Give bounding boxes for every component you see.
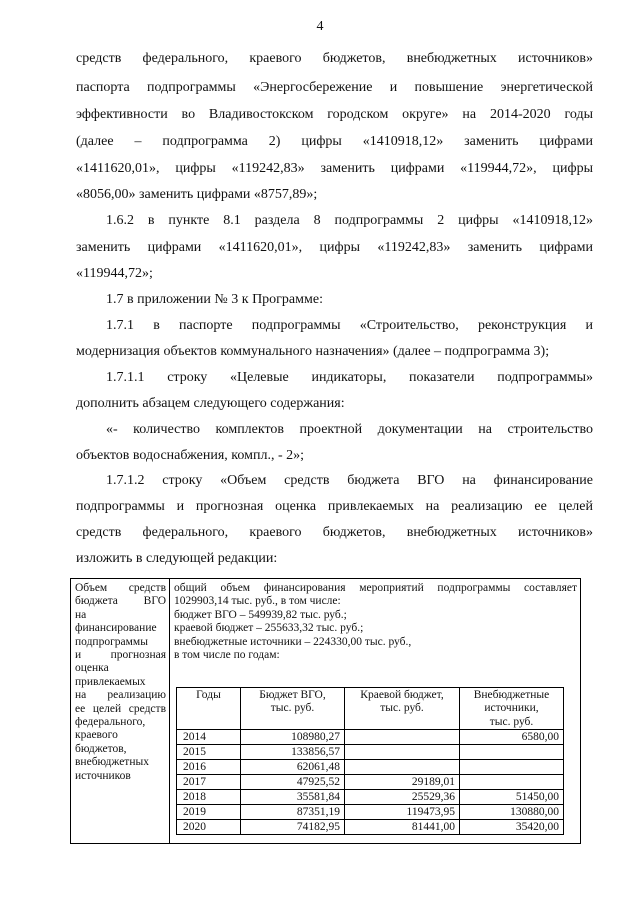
left-cell-label xyxy=(75,582,166,783)
table-row xyxy=(177,820,564,835)
cell-vgo: 108980,27 xyxy=(241,730,345,745)
left-cell-line: федерального, xyxy=(75,716,146,729)
cell-year: 2015 xyxy=(177,745,241,760)
table-header-row xyxy=(177,688,564,730)
left-cell-line: привлекаемых xyxy=(75,675,146,688)
left-cell-line: подпрограммы xyxy=(75,635,148,648)
cell-year: 2014 xyxy=(177,730,241,745)
cell-extrabudgetary: 6580,00 xyxy=(460,730,564,745)
cell-year: 2017 xyxy=(177,775,241,790)
left-cell-line: ее целей средств xyxy=(75,702,166,715)
left-cell-line: внебюджетных xyxy=(75,756,149,769)
left-cell-line: краевого xyxy=(75,729,118,742)
cell-year: 2018 xyxy=(177,790,241,805)
table-row xyxy=(177,775,564,790)
passport-table xyxy=(70,578,581,844)
para7-line: подпрограммы и прогнозная оценка привлекаемых на реализацию ее целей xyxy=(76,499,593,514)
left-cell-line: на xyxy=(75,608,87,621)
header-text: Бюджет ВГО, xyxy=(259,689,326,701)
table-row xyxy=(177,745,564,760)
cell-vgo: 87351,19 xyxy=(241,805,345,820)
left-cell-line: Объем средств xyxy=(75,582,166,594)
cell-extrabudgetary xyxy=(460,775,564,790)
cell-extrabudgetary: 51450,00 xyxy=(460,790,564,805)
cell-vgo: 74182,95 xyxy=(241,820,345,835)
cell-regional xyxy=(345,730,460,745)
para4-last-line: модернизация объектов коммунального назначения» (далее – подпрограмма 3); xyxy=(76,344,550,359)
page-number: 4 xyxy=(316,19,324,34)
cell-extrabudgetary xyxy=(460,745,564,760)
para3-line: 1.7 в приложении № 3 к Программе: xyxy=(106,292,323,307)
para2-line: заменить цифрами «1411620,01», цифры «119242,83» заменить цифрами xyxy=(76,240,593,255)
header-extrabudgetary xyxy=(460,688,564,730)
cell-regional: 25529,36 xyxy=(345,790,460,805)
cell-regional: 119473,95 xyxy=(345,805,460,820)
para7-last-line: изложить в следующей редакции: xyxy=(76,551,278,566)
header-text: тыс. руб. xyxy=(489,715,534,728)
header-text: источники, xyxy=(484,702,539,715)
funding-by-year-table xyxy=(176,687,564,835)
right-cell-line: общий объем финансирования мероприятий подпрограммы составляет xyxy=(174,582,577,594)
para7-line: средств федерального, краевого бюджетов, внебюджетных источников» xyxy=(76,525,593,540)
para6-line: «- количество комплектов проектной документации на строительство xyxy=(106,422,593,437)
para1-line: эффективности во Владивостокском городском округе» на 2014-2020 годы xyxy=(76,107,593,122)
para1-line: «1411620,01», цифры «119242,83» заменить цифрами «119944,72», цифры xyxy=(76,161,593,176)
header-text: Годы xyxy=(196,689,221,701)
cell-year: 2016 xyxy=(177,760,241,775)
para2-last-line: «119944,72»; xyxy=(76,266,153,281)
right-cell-summary xyxy=(174,582,577,662)
right-cell-line: 1029903,14 тыс. руб., в том числе: xyxy=(174,595,341,608)
para1-line: (далее – подпрограмма 2) цифры «1410918,12» заменить цифрами xyxy=(76,134,593,149)
para2-line: 1.6.2 в пункте 8.1 раздела 8 подпрограммы 2 цифры «1410918,12» xyxy=(106,213,593,228)
cell-year: 2019 xyxy=(177,805,241,820)
table-row xyxy=(177,790,564,805)
header-text: тыс. руб. xyxy=(380,702,424,715)
cell-regional: 29189,01 xyxy=(345,775,460,790)
header-vgo-budget xyxy=(241,688,345,730)
cell-vgo: 35581,84 xyxy=(241,790,345,805)
para1-line: паспорта подпрограммы «Энергосбережение и повышение энергетической xyxy=(76,80,593,95)
cell-vgo: 62061,48 xyxy=(241,760,345,775)
cell-extrabudgetary xyxy=(460,760,564,775)
para5-line: 1.7.1.1 строку «Целевые индикаторы, показатели подпрограммы» xyxy=(106,370,593,385)
right-cell-line: краевой бюджет – 255633,32 тыс. руб.; xyxy=(174,622,364,635)
header-years xyxy=(177,688,241,730)
cell-year: 2020 xyxy=(177,820,241,835)
table-row xyxy=(177,805,564,820)
left-cell-line: на реализацию xyxy=(75,689,166,702)
left-cell-line: и прогнозная xyxy=(75,649,166,662)
header-regional-budget xyxy=(345,688,460,730)
right-cell-line: внебюджетные источники – 224330,00 тыс. руб., xyxy=(174,635,412,648)
header-text: Краевой бюджет, xyxy=(360,689,444,701)
left-cell-line: бюджета ВГО xyxy=(75,595,166,608)
header-text: тыс. руб. xyxy=(270,702,315,715)
cell-regional: 81441,00 xyxy=(345,820,460,835)
para6-last-line: объектов водоснабжения, компл., - 2»; xyxy=(76,448,305,463)
para1-line: средств федерального, краевого бюджетов, внебюджетных источников» xyxy=(76,51,593,66)
right-cell-line: бюджет ВГО – 549939,82 тыс. руб.; xyxy=(174,608,347,621)
left-cell-line: бюджетов, xyxy=(75,742,127,755)
para7-line: 1.7.1.2 строку «Объем средств бюджета ВГО на финансирование xyxy=(106,473,593,488)
para1-last-line: «8056,00» заменить цифрами «8757,89»; xyxy=(76,187,318,202)
left-cell-line: источников xyxy=(75,769,131,782)
header-text: Внебюджетные xyxy=(473,689,550,701)
para4-line: 1.7.1 в паспорте подпрограммы «Строительство, реконструкция и xyxy=(106,318,593,333)
cell-vgo: 47925,52 xyxy=(241,775,345,790)
left-cell-line: финансирование xyxy=(75,622,157,635)
cell-extrabudgetary: 35420,00 xyxy=(460,820,564,835)
cell-vgo: 133856,57 xyxy=(241,745,345,760)
left-cell-line: оценка xyxy=(75,662,109,675)
right-cell-line: в том числе по годам: xyxy=(174,649,280,662)
table-row xyxy=(177,730,564,745)
para5-last-line: дополнить абзацем следующего содержания: xyxy=(76,396,345,411)
column-divider xyxy=(169,579,170,843)
cell-extrabudgetary: 130880,00 xyxy=(460,805,564,820)
cell-regional xyxy=(345,760,460,775)
table-row xyxy=(177,760,564,775)
cell-regional xyxy=(345,745,460,760)
